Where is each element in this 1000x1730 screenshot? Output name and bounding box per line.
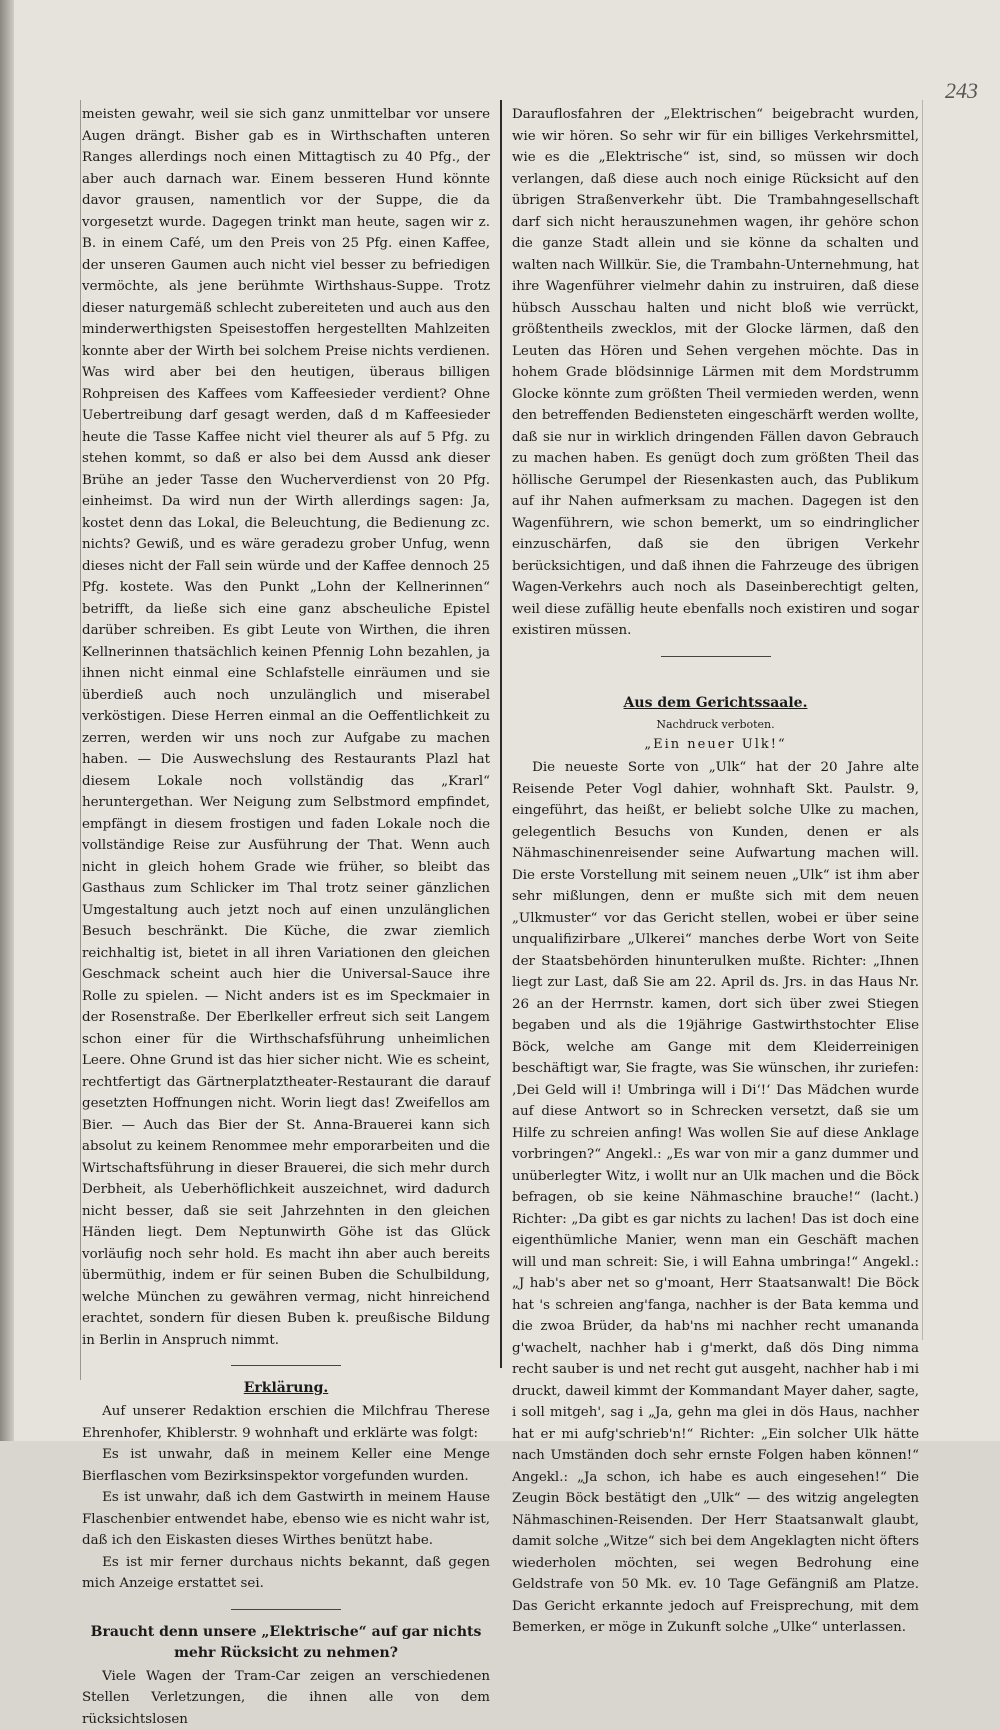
elektrische-paragraph: Viele Wagen der Tram-Car zeigen an verschiedenen Stellen Verletzungen, die ihnen alle von dem rücksichtslosen (82, 1666, 490, 1730)
page-number: 243 (945, 78, 978, 104)
reprint-notice: Nachdruck verboten. (512, 716, 919, 734)
column-rule-left (80, 100, 81, 1380)
court-case-paragraph: Die neueste Sorte von „Ulk“ hat der 20 Jahre alte Reisende Peter Vogl dahier, wohnhaft Skt. Paulstr. 9, eingeführt, das heißt, er beliebt solche Ulke zu machen, gelegentlich Besuchs von Kunden, denen er als Nähmaschinenreisender seine Aufwartung machen will. Die erste Vorstellung mit seinem neuen „Ulk“ ist ihm aber sehr mißlungen, denn er mußte sich mit dem neuen „Ulkmuster“ vor das Gericht stellen, wobei er über seine unqualifizirbare „Ulkerei“ manches derbe Wort von Seite der Staatsbehörden hinunterulken mußte. Richter: „Ihnen liegt zur Last, daß Sie am 22. April ds. Jrs. in das Haus Nr. 26 an der Herrnstr. kamen, dort sich über zwei Stiegen begaben und als die 19jährige Gastwirthstochter Elise Böck, welche am Gange mit dem Kleiderreinigen beschäftigt war, Sie fragte, was Sie wünschen, ihr zuriefen: ‚Dei Geld will i! Umbringa will i Di‘!‘ Das Mädchen wurde auf diese Antwort so in Schrecken versetzt, daß sie um Hilfe zu schreien anfing! Was wollen Sie auf diese Anklage vorbringen?“ Angekl.: „Es war von mir a ganz dummer und unüberlegter Witz, i wollt nur an Ulk machen und die Böck befragen, ob sie keine Nähmaschine brauche!“ (lacht.) Richter: „Da gibt es gar nichts zu lachen! Das ist doch eine eigenthümliche Manier, wenn man ein Geschäft machen will und man schreit: Sie, i will Eahna umbringa!“ Angekl.: „J hab's aber net so g'moant, Herr Staatsanwalt! Die Böck hat 's schreien ang'fanga, nachher is der Bata kemma und die zwoa Brüder, da hab'ns mi nachher recht umananda g'wachelt, nachher hab i g'merkt, daß dös Ding nimma recht sauber is und net recht gut ausgeht, nachher hab i mi druckt, daweil kimmt der Kommandant Mayer daher, sagte, i soll mitgeh', sag i „Ja, gehn ma glei in dös Haus, nachher hat er mi aufg'schrieb'n!“ Richter: „Ein solcher Ulk hätte nach Umständen doch sehr ernste Folgen haben können!“ Angekl.: „Ja schon, ich habe es auch eingesehen!“ Die Zeugin Böck bestätigt den „Ulk“ — des witzig angelegten Nähmaschinen-Reisenden. Der Herr Staatsanwalt glaubt, damit solche „Witze“ sich bei dem Angeklagten nicht öfters wiederholen möchten, sei wegen Bedrohung eine Geldstrafe von 50 Mk. ev. 10 Tage Gefängniß am Platze. Das Gericht erkannte jedoch auf Freisprechung, mit dem Bemerken, er möge in Zukunft solche „Ulke“ unterlassen. (512, 757, 919, 1639)
separator-rule (661, 656, 771, 657)
article-continuation: meisten gewahr, weil sie sich ganz unmittelbar vor unsere Augen drängt. Bisher gab es in Wirthschaften unteren Ranges allerdings noch einen Mittagtisch zu 40 Pfg., der aber auch darnach war. Einem besseren Hund könnte davor grausen, namentlich vor der Suppe, die da vorgesetzt wurde. Dagegen trinkt man heute, sagen wir z. B. in einem Café, um den Preis von 25 Pfg. einen Kaffee, der unseren Gaumen auch nicht viel besser zu befriedigen vermöchte, als jene berühmte Wirthshaus-Suppe. Trotz dieser naturgemäß schlecht zubereiteten und auch aus den minderwerthigsten Speisestoffen hergestellten Mahlzeiten konnte aber der Wirth bei solchem Preise nichts verdienen. Was wird aber bei den heutigen, überaus billigen Rohpreisen des Kaffees vom Kaffeesieder verdient? Ohne Uebertreibung darf gesagt werden, daß d m Kaffeesieder heute die Tasse Kaffee nicht viel theurer als auf 5 Pfg. zu stehen kommt, so daß er also bei dem Aussd ank dieser Brühe an jeder Tasse den Wucherverdienst von 20 Pfg. einheimst. Da wird nun der Wirth allerdings sagen: Ja, kostet denn das Lokal, die Beleuchtung, die Bedienung zc. nichts? Gewiß, und es wäre geradezu grober Unfug, wenn dieses nicht der Fall sein würde und der Kaffee dennoch 25 Pfg. kostete. Was den Punkt „Lohn der Kellnerinnen“ betrifft, da ließe sich eine ganz abscheuliche Epistel darüber schreiben. Es gibt Leute von Wirthen, die ihren Kellnerinnen thatsächlich keinen Pfennig Lohn bezahlen, ja ihnen nicht einmal eine Schlafstelle einräumen und sie überdieß auch noch unzulänglich und miserabel verköstigen. Diese Herren einmal an die Oeffentlichkeit zu zerren, werden wir uns noch zur Aufgabe zu machen haben. — Die Auswechslung des Restaurants Plazl hat diesem Lokale noch vollständig das „Krarl“ heruntergethan. Wer Neigung zum Selbstmord empfindet, empfängt in diesem frostigen und faden Lokale noch die vollständige Reise zur Ausführung der That. Wenn auch nicht in gleich hohem Grade wie früher, so bleibt das Gasthaus zum Schlicker im Thal trotz seiner gänzlichen Umgestaltung auch jetzt noch auf einen unzulänglichen Besuch beschränkt. Die Küche, die zwar ziemlich reichhaltig ist, bietet in all ihren Variationen den gleichen Geschmack scheint auch hier die Universal-Sauce ihre Rolle zu spielen. — Nicht anders ist es im Speckmaier in der Rosenstraße. Der Eberlkeller erfreut sich seit Langem schon einer für die Wirthschafsführung unheimlichen Leere. Ohne Grund ist das hier sicher nicht. Wie es scheint, rechtfertigt das Gärtnerplatztheater-Restaurant die darauf gesetzten Hoffnungen nicht. Worin liegt das! Zweifellos am Bier. — Auch das Bier der St. Anna-Brauerei kann sich absolut zu keinem Renommee mehr emporarbeiten und die Wirtschaftsführung in dieser Brauerei, die sich mehr durch Derbheit, als Ueberhöflichkeit auszeichnet, wird dadurch nicht besser, daß sie seit Jahrzehnten in den gleichen Händen liegt. Dem Neptunwirth Göhe ist das Glück vorläufig noch sehr hold. Es macht ihn aber auch bereits übermüthig, indem er für seinen Buben die Schulbildung, welche München zu gewähren vermag, nicht hinreichend erachtet, sondern für diesen Buben k. preußische Bildung in Berlin in Anspruch nimmt. (82, 104, 490, 1351)
court-case-title: „Ein neuer Ulk!“ (512, 734, 919, 756)
right-column (512, 104, 919, 1639)
elektrische-heading: Braucht denn unsere „Elektrische“ auf gar nichts mehr Rücksicht zu nehmen? (82, 1622, 490, 1664)
elektrische-continuation: Darauflosfahren der „Elektrischen“ beigebracht wurden, wie wir hören. So sehr wir für ein billiges Verkehrsmittel, wie es die „Elektrische“ ist, sind, so müssen wir doch verlangen, daß diese auch noch einige Rücksicht auf den übrigen Straßenverkehr übt. Die Trambahngesellschaft darf sich nicht herauszunehmen wagen, ihr gehöre schon die ganze Stadt allein und sie könne da schalten und walten nach Willkür. Sie, die Trambahn-Unternehmung, hat ihre Wagenführer vielmehr dahin zu instruiren, daß diese hübsch Ausschau halten und nicht bloß wie verrückt, größtentheils zwecklos, mit der Glocke lärmen, daß den Leuten das Hören und Sehen vergehen möchte. Das in hohem Grade blödsinnige Lärmen mit dem Mordstrumm Glocke könnte zum größten Theil vermieden werden, wenn den betreffenden Bediensteten eingeschärft werden wollte, daß sie nur in wirklich dringenden Fällen davon Gebrauch zu machen haben. Es genügt doch zum größten Theil das höllische Gerumpel der Riesenkasten auch, das Publikum auf ihr Nahen aufmerksam zu machen. Dagegen ist den Wagenführern, wie schon bemerkt, um so eindringlicher einzuschärfen, daß sie den übrigen Verkehr berücksichtigen, und daß ihnen die Fahrzeuge des übrigen Wagen-Verkehrs auch noch als Daseinberechtigt gelten, weil diese zufällig heute ebenfalls noch existiren und sogar existiren müssen. (512, 104, 919, 642)
erklaerung-paragraph: Auf unserer Redaktion erschien die Milchfrau Therese Ehrenhofer, Khiblerstr. 9 wohnhaft und erklärte was folgt: (82, 1401, 490, 1444)
erklaerung-paragraph: Es ist mir ferner durchaus nichts bekannt, daß gegen mich Anzeige erstattet sei. (82, 1552, 490, 1595)
erklaerung-paragraph: Es ist unwahr, daß ich dem Gastwirth in meinem Hause Flaschenbier entwendet habe, ebenso wie es nicht wahr ist, daß ich den Eiskasten dieses Wirthes benützt habe. (82, 1487, 490, 1552)
erklaerung-heading: Erklärung. (82, 1378, 490, 1399)
column-rule-right (922, 100, 923, 1340)
gerichtssaal-heading: Aus dem Gerichtssaale. (512, 693, 919, 714)
separator-rule (231, 1365, 341, 1366)
erklaerung-paragraph: Es ist unwahr, daß in meinem Keller eine Menge Bierflaschen vom Bezirksinspektor vorgefunden wurden. (82, 1444, 490, 1487)
binding-shadow (0, 0, 14, 1441)
left-column (82, 104, 490, 1730)
column-rule-center (500, 100, 502, 1368)
separator-rule (231, 1609, 341, 1610)
